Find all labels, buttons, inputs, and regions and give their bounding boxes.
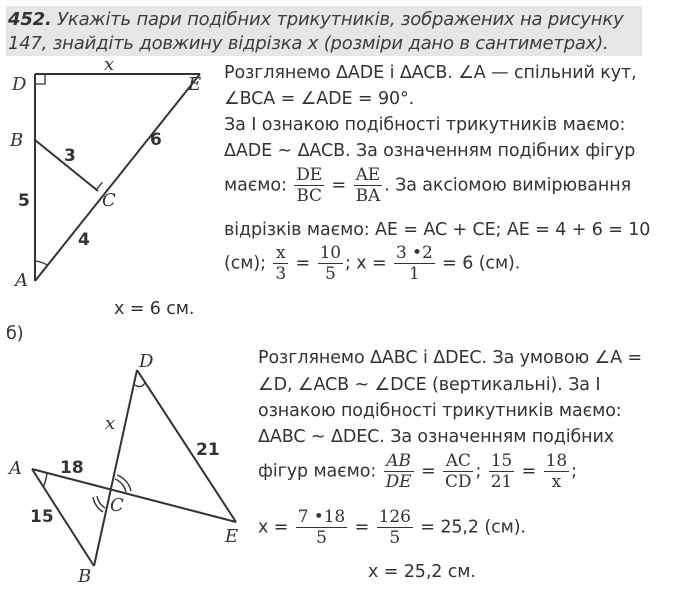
a-line-7-suffix: = 6 (см). [442,253,521,274]
figure-a [0,54,225,300]
line-bd [94,370,137,566]
numerator: 18 [545,451,568,471]
a-line-4: ΔADE ~ ΔACB. За означенням подібних фігур [224,141,636,161]
label-bc-length: 3 [64,146,76,166]
label-ab-length: 5 [18,191,30,211]
b-answer: x = 25,2 см. [368,562,476,582]
label-d: D [12,74,27,95]
label-ab-length: 15 [30,507,54,527]
a-line-5-prefix: маємо: [224,175,287,196]
b-line-3: ознакою подібності трикутників маємо: [258,401,622,421]
task-header-line-1 [8,9,623,30]
a-line-7-mid: ; x = [345,253,387,274]
label-c: C [102,190,116,211]
task-header [6,6,642,56]
separator: ; [475,461,482,482]
figure-b [0,345,260,590]
label-c: C [110,495,124,516]
label-e: E [225,526,239,547]
denominator: CD [445,472,472,492]
b-line-6-suffix: = 25,2 (см). [420,517,526,538]
numerator: AB [384,452,414,472]
task-number: 452. [8,9,52,30]
a-line-1: Розглянемо ΔADE і ΔACB. ∠A — спільний кут, [224,63,637,83]
b-line-1: Розглянемо ΔABC і ΔDEC. За умовою ∠A = [258,348,643,368]
b-line-5 [258,452,577,491]
equals-sign: = [521,461,537,482]
angle-c-arc-lower-1 [97,496,105,508]
label-x: x [104,54,115,75]
b-line-6-prefix: x = [258,517,289,538]
label-ac-length: 18 [60,458,84,478]
separator: ; [571,461,577,482]
right-angle-d [35,74,45,84]
angle-c-arc-upper-2 [117,475,131,491]
part-b-label: б) [6,324,24,344]
angle-a-arc [43,473,47,487]
equals-sign: = [331,175,347,196]
b-line-5-prefix: фігур маємо: [258,461,377,482]
a-line-2: ∠BCA = ∠ADE = 90°. [224,89,415,109]
fraction-ae-ba [354,166,383,205]
denominator: BA [355,186,381,206]
label-a: A [9,458,22,479]
label-ce-length: 6 [150,130,162,150]
equals-sign: = [354,517,370,538]
label-x: x [105,413,116,434]
label-d: D [139,351,154,372]
fraction-7x18-5 [296,508,347,547]
numerator: 15 [490,451,513,471]
a-line-6: відрізків маємо: AE = AC + CE; AE = 4 + 6 = 10 [224,220,651,240]
right-angle-c [89,182,102,190]
denominator: 3 [275,264,287,284]
fraction-3x2-1 [394,244,435,283]
task-text-1: Укажіть пари подібних трикутників, зображених на рисунку [57,9,624,30]
label-de-length: 21 [196,440,220,460]
denominator: 5 [324,264,336,284]
equals-sign: = [420,461,436,482]
denominator: x [551,472,562,492]
label-ac-length: 4 [78,230,90,250]
denominator: DE [385,472,412,492]
numerator: 3 •2 [396,243,433,263]
denominator: 5 [316,528,327,548]
numerator: 126 [378,507,411,527]
b-line-4: ΔABC ~ ΔDEC. За означенням подібних [258,427,615,447]
label-a: A [15,270,28,291]
a-line-5 [224,166,631,205]
fraction-18-x [544,452,569,491]
fraction-10-5 [318,244,343,283]
angle-d-arc [135,383,145,387]
fraction-15-21 [489,452,514,491]
fraction-de-bc [294,166,324,205]
numerator: AC [443,452,473,472]
a-line-7 [224,244,520,283]
equals-sign: = [295,253,311,274]
numerator: x [273,244,288,264]
numerator: AE [354,166,383,186]
fraction-ac-cd [443,452,473,491]
numerator: DE [296,165,323,185]
label-b: B [10,130,24,151]
denominator: 5 [389,528,401,548]
label-b: B [78,566,92,587]
b-line-6 [258,508,526,547]
fraction-x-3 [273,244,288,283]
numerator: 7 •18 [297,507,346,527]
a-line-3: За I ознакою подібності трикутників маємо: [224,115,626,135]
fraction-126-5 [377,508,413,547]
task-header-line-2: 147, знайдіть довжину відрізка x (розміри дано в сантиметрах). [8,33,609,54]
denominator: BC [296,186,322,206]
angle-a-arc [35,261,48,265]
denominator: 1 [409,264,420,284]
a-answer: x = 6 см. [114,299,195,319]
a-line-7-prefix: (см); [224,253,266,274]
fraction-ab-de [384,452,414,491]
b-line-2: ∠D, ∠ACB ~ ∠DCE (вертикальні). За I [258,375,601,395]
line-ae [35,74,200,281]
denominator: 21 [490,472,513,492]
a-line-5-suffix: . За аксіомою вимірювання [384,175,632,196]
label-e: E [188,74,202,95]
numerator: 10 [319,243,342,263]
